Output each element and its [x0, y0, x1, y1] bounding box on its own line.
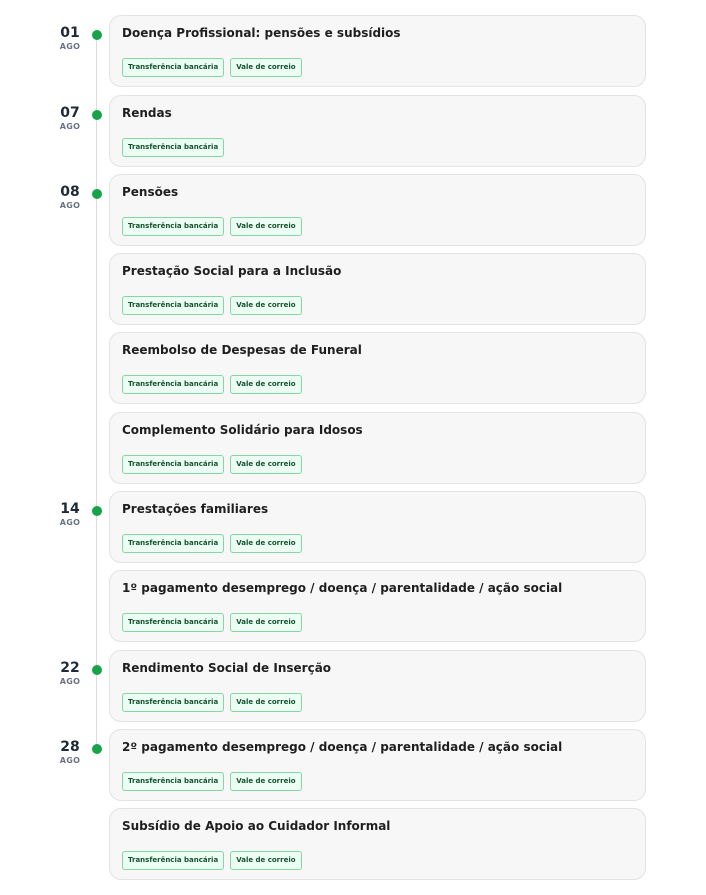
payment-title: Rendimento Social de Inserção: [122, 661, 332, 675]
timeline-dot: [92, 30, 102, 40]
date-day: 01: [60, 25, 80, 41]
payment-card[interactable]: [109, 412, 646, 484]
payment-method-tags: [122, 217, 302, 236]
payment-method-tag: Transferência bancária: [122, 534, 224, 553]
payment-method-tag: Vale de correio: [230, 851, 301, 870]
payment-title: 2º pagamento desemprego / doença / parentalidade / ação social: [122, 740, 563, 754]
date-month: AGO: [59, 677, 81, 686]
payment-title: Doença Profissional: pensões e subsídios: [122, 26, 401, 40]
timeline-date: [56, 660, 84, 688]
payment-card[interactable]: [109, 570, 646, 642]
timeline-dot: [92, 506, 102, 516]
payment-method-tag: Transferência bancária: [122, 58, 224, 77]
payment-title: Complemento Solidário para Idosos: [122, 423, 363, 437]
payment-card[interactable]: [109, 729, 646, 801]
date-day: 28: [60, 739, 80, 755]
payment-method-tag: Vale de correio: [230, 693, 301, 712]
timeline-dot: [92, 189, 102, 199]
payment-method-tag: Transferência bancária: [122, 455, 224, 474]
timeline-dot: [92, 110, 102, 120]
timeline-date: [56, 184, 84, 212]
payment-title: Prestação Social para a Inclusão: [122, 264, 342, 278]
timeline-dot: [92, 744, 102, 754]
date-day: 07: [60, 105, 80, 121]
date-month: AGO: [59, 42, 81, 51]
payment-method-tags: [122, 58, 302, 77]
date-month: AGO: [59, 756, 81, 765]
payment-card[interactable]: [109, 174, 646, 246]
payment-method-tag: Vale de correio: [230, 534, 301, 553]
payment-title: Prestações familiares: [122, 502, 269, 516]
payment-method-tag: Vale de correio: [230, 296, 301, 315]
payment-method-tags: [122, 375, 302, 394]
payment-method-tag: Vale de correio: [230, 772, 301, 791]
payment-card[interactable]: [109, 808, 646, 880]
payment-method-tag: Transferência bancária: [122, 375, 224, 394]
payment-method-tags: [122, 693, 302, 712]
payment-card[interactable]: [109, 650, 646, 722]
timeline-date: [56, 105, 84, 133]
date-day: 08: [60, 184, 80, 200]
date-month: AGO: [59, 201, 81, 210]
payment-method-tags: [122, 772, 302, 791]
payment-method-tag: Transferência bancária: [122, 138, 224, 157]
payment-method-tag: Transferência bancária: [122, 296, 224, 315]
payment-method-tag: Vale de correio: [230, 375, 301, 394]
payment-method-tags: [122, 534, 302, 553]
date-month: AGO: [59, 122, 81, 131]
payment-method-tags: [122, 613, 302, 632]
payment-method-tags: [122, 455, 302, 474]
payment-title: Subsídio de Apoio ao Cuidador Informal: [122, 819, 391, 833]
payment-title: Reembolso de Despesas de Funeral: [122, 343, 362, 357]
payment-method-tags: [122, 138, 224, 157]
payment-title: 1º pagamento desemprego / doença / parentalidade / ação social: [122, 581, 563, 595]
payment-method-tag: Vale de correio: [230, 58, 301, 77]
payment-method-tag: Transferência bancária: [122, 613, 224, 632]
payment-method-tag: Transferência bancária: [122, 851, 224, 870]
payment-method-tag: Transferência bancária: [122, 693, 224, 712]
timeline-date: [56, 501, 84, 529]
payment-card[interactable]: [109, 15, 646, 87]
payment-card[interactable]: [109, 253, 646, 325]
payment-card[interactable]: [109, 491, 646, 563]
date-month: AGO: [59, 518, 81, 527]
payment-method-tag: Vale de correio: [230, 455, 301, 474]
payment-method-tag: Transferência bancária: [122, 772, 224, 791]
payment-method-tag: Vale de correio: [230, 217, 301, 236]
payment-method-tags: [122, 296, 302, 315]
timeline-date: [56, 25, 84, 53]
payment-method-tag: Transferência bancária: [122, 217, 224, 236]
timeline-line: [96, 35, 97, 748]
payment-method-tag: Vale de correio: [230, 613, 301, 632]
timeline-dot: [92, 665, 102, 675]
payment-card[interactable]: [109, 332, 646, 404]
payment-method-tags: [122, 851, 302, 870]
date-day: 14: [60, 501, 80, 517]
date-day: 22: [60, 660, 80, 676]
payment-title: Pensões: [122, 185, 179, 199]
payment-card[interactable]: [109, 95, 646, 167]
payment-title: Rendas: [122, 106, 172, 120]
timeline-date: [56, 739, 84, 767]
